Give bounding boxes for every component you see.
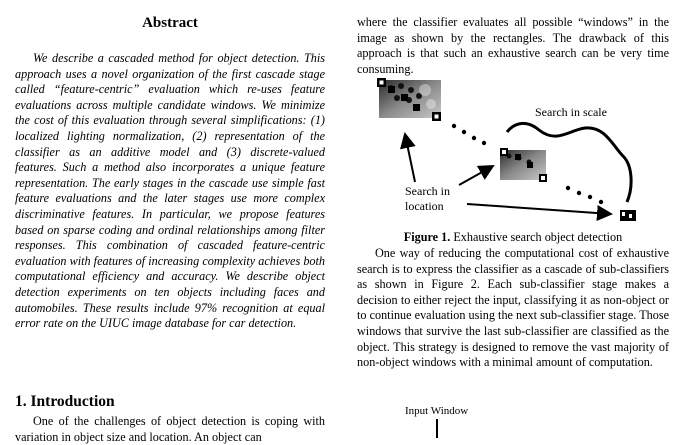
- abstract-heading: Abstract: [142, 15, 198, 31]
- figure-1: [357, 70, 669, 226]
- image-large: [377, 78, 441, 121]
- search-in-location-label-line2: location: [405, 199, 444, 213]
- location-arrow-right: [467, 204, 611, 214]
- caption-label: Figure 1.: [403, 230, 451, 244]
- introduction-text: One of the challenges of object detection is coping with variation in object size and location. An object can: [15, 414, 325, 444]
- introduction-heading: 1. Introduction: [15, 393, 115, 410]
- cascade-paragraph: One way of reducing the computational cost of exhaustive search is to express the classifier as a cascade of sub-classifiers as shown in Figure 2. Each sub-classifier stage makes a decision to either reject the input, classifying it as non-object or to continue evaluation using the next sub-classifier stage. Those windows that survive the last sub-classifier are classified as the object. This strategy is designed to remove the vast majority of non-object windows with a minimal amount of computation.: [357, 246, 669, 370]
- figure-caption: [357, 230, 669, 245]
- location-arrow-up: [405, 134, 415, 182]
- image-medium: [500, 148, 547, 182]
- search-in-location-label-line1: Search in: [405, 184, 450, 198]
- input-window-label: Input Window: [405, 405, 469, 417]
- caption-text: Exhaustive search object detection: [453, 230, 623, 244]
- search-in-scale-label: Search in scale: [535, 105, 607, 119]
- input-window-arrow: [436, 419, 438, 438]
- image-small: [620, 210, 636, 221]
- abstract-text: We describe a cascaded method for object detection. This approach uses a novel organization of the first cascade stage called “feature-centric” evaluation which re-uses feature evaluations across multiple candidate windows. We minimize the cost of this evaluation through several simplifications: (1) localized lighting normalization, (2) representation of the classifier as an additive model and (3) discrete-valued features. Such a method also incorporates a unique feature representation. The early stages in the cascade use simple fast feature evaluations and the later stages use more complex discriminative features. In particular, we propose features based on sparse coding and ordinal relationships among filter responses. This combination of cascaded feature-centric evaluation with features of increasing complexity achieves both computational efficiency and accuracy. We describe object detection experiments on ten objects including faces and automobiles. These results include 97% recognition at equal error rate on the UIUC image database for car detection.: [15, 51, 325, 331]
- location-arrow-middle: [459, 166, 493, 185]
- exhaustive-search-diagram: [357, 70, 669, 226]
- continued-paragraph: where the classifier evaluates all possible “windows” in the image as shown by the rectangles. The drawback of this approach is that such an exhaustive search can be very time consuming.: [357, 15, 669, 76]
